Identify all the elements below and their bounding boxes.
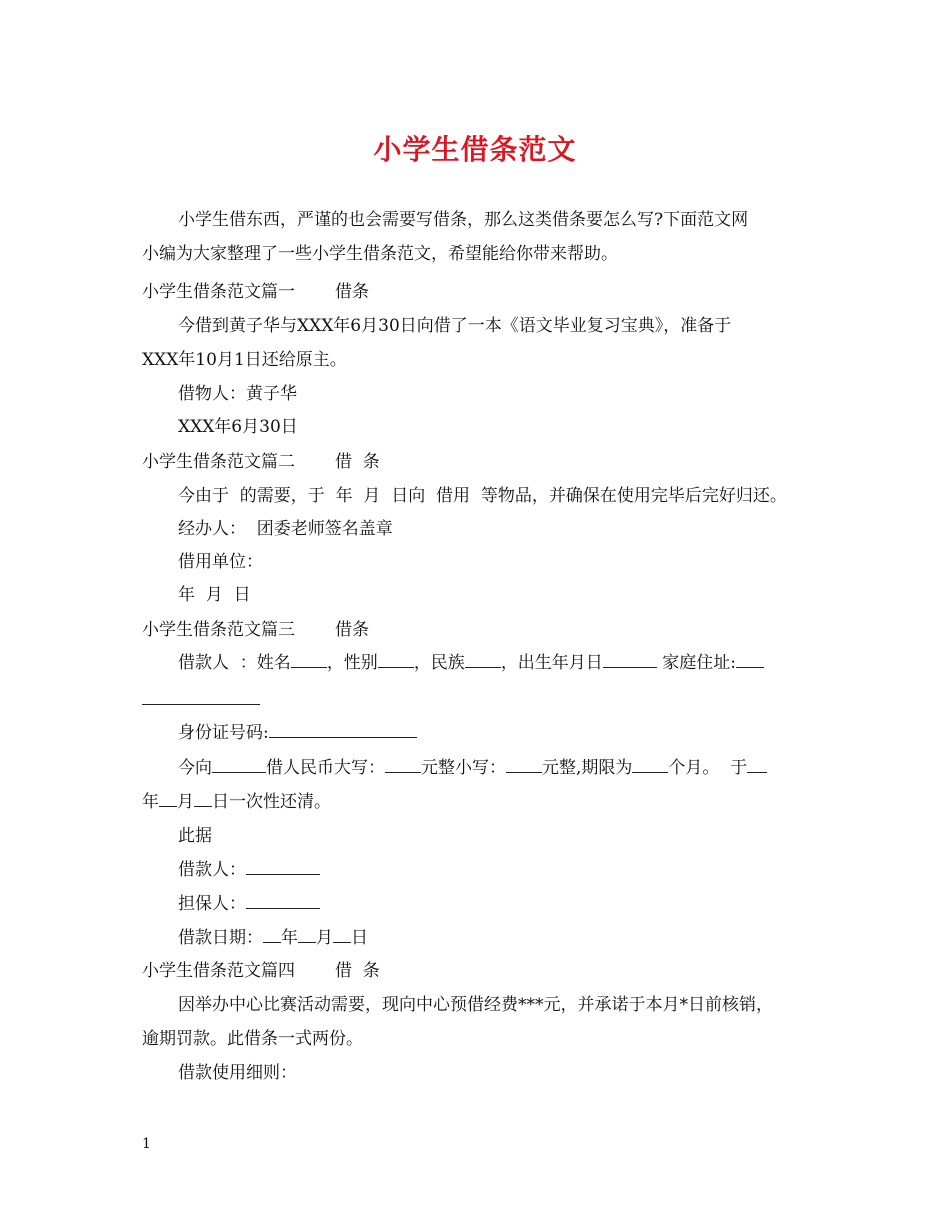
blank-line [603, 651, 657, 668]
blank-line [142, 688, 260, 705]
loan-date-part: 日 [351, 928, 368, 948]
s3-borrower-info [178, 651, 764, 675]
section-3-heading [142, 618, 369, 642]
guarantor-sign-label: 担保人： [178, 894, 246, 914]
loan-terms-part: 元整,期限为 [542, 758, 633, 778]
page-number: 1 [142, 1136, 151, 1152]
s3-address-continuation [142, 688, 260, 712]
blank-line [298, 926, 316, 943]
section-4-tail: 借 条 [335, 961, 380, 981]
s3-borrower-sign [178, 858, 320, 882]
intro-line-2: 小编为大家整理了一些小学生借条范文，希望能给你带来帮助。 [142, 244, 618, 264]
section-2-heading [142, 450, 380, 474]
s2-unit: 借用单位： [178, 552, 263, 572]
borrower-ethnicity-label: ，民族 [413, 653, 465, 673]
s3-guarantor-sign [178, 892, 320, 916]
loan-terms-part: 借人民币大写： [266, 758, 385, 778]
blank-line [159, 790, 177, 807]
blank-line [465, 651, 501, 668]
s3-loan-date [178, 926, 368, 950]
section-1-heading [142, 280, 369, 304]
blank-line [747, 756, 767, 773]
section-1-tail: 借条 [335, 282, 369, 302]
s4-body-2: 逾期罚款。此借条一式两份。 [142, 1029, 363, 1049]
repay-part: 月 [177, 792, 194, 812]
blank-line [378, 651, 414, 668]
s2-date: 年 月 日 [178, 585, 251, 605]
s4-rules: 借款使用细则： [178, 1063, 297, 1083]
loan-date-part: 年 [281, 928, 298, 948]
borrower-sign-label: 借款人： [178, 860, 246, 880]
s2-body: 今由于 的需要，于 年 月 日向 借用 等物品，并确保在使用完毕后完好归还。 [178, 486, 787, 506]
blank-line [291, 651, 327, 668]
blank-line [246, 858, 320, 875]
borrower-address-label: 家庭住址: [656, 653, 736, 673]
page-title: 小学生借条范文 [373, 133, 577, 166]
s4-body-1: 因举办中心比赛活动需要，现向中心预借经费***元，并承诺于本月*日前核销， [178, 995, 773, 1015]
blank-line [212, 756, 266, 773]
s3-repay [142, 790, 331, 814]
loan-terms-part: 今向 [178, 758, 212, 778]
loan-date-label: 借款日期： [178, 928, 263, 948]
blank-line [632, 756, 668, 773]
repay-part: 年 [142, 792, 159, 812]
intro-line-1: 小学生借东西，严谨的也会需要写借条，那么这类借条要怎么写?下面范文网 [178, 210, 749, 230]
borrower-birth-label: ，出生年月日 [500, 653, 603, 673]
section-3-title: 小学生借条范文篇三 [142, 620, 295, 640]
borrower-gender-label: ，性别 [326, 653, 378, 673]
section-3-tail: 借条 [335, 620, 369, 640]
blank-line [385, 756, 421, 773]
s1-date: XXX年6月30日 [178, 417, 298, 437]
blank-line [333, 926, 351, 943]
section-1-title: 小学生借条范文篇一 [142, 282, 295, 302]
section-4-heading [142, 959, 380, 983]
borrower-name-label: 借款人 ：姓名 [178, 653, 291, 673]
s1-borrower: 借物人：黄子华 [178, 384, 297, 404]
loan-terms-part: 元整小写： [421, 758, 506, 778]
s1-body-1: 今借到黄子华与XXX年6月30日向借了一本《语文毕业复习宝典》，准备于 [178, 316, 732, 336]
repay-part: 日一次性还清。 [212, 792, 331, 812]
section-2-tail: 借 条 [335, 452, 380, 472]
s1-body-2: XXX年10月1日还给原主。 [142, 350, 347, 370]
blank-line [194, 790, 212, 807]
blank-line [269, 721, 417, 738]
loan-date-part: 月 [316, 928, 333, 948]
s3-id-number [178, 721, 417, 745]
loan-terms-part: 个月。 于 [668, 758, 748, 778]
s3-loan-terms [178, 756, 767, 780]
section-4-title: 小学生借条范文篇四 [142, 961, 295, 981]
id-label: 身份证号码: [178, 723, 269, 743]
blank-line [263, 926, 281, 943]
section-2-title: 小学生借条范文篇二 [142, 452, 295, 472]
s2-handler: 经办人： 团委老师签名盖章 [178, 519, 393, 539]
blank-line [736, 651, 764, 668]
blank-line [246, 892, 320, 909]
blank-line [506, 756, 542, 773]
s3-proof: 此据 [178, 826, 212, 846]
